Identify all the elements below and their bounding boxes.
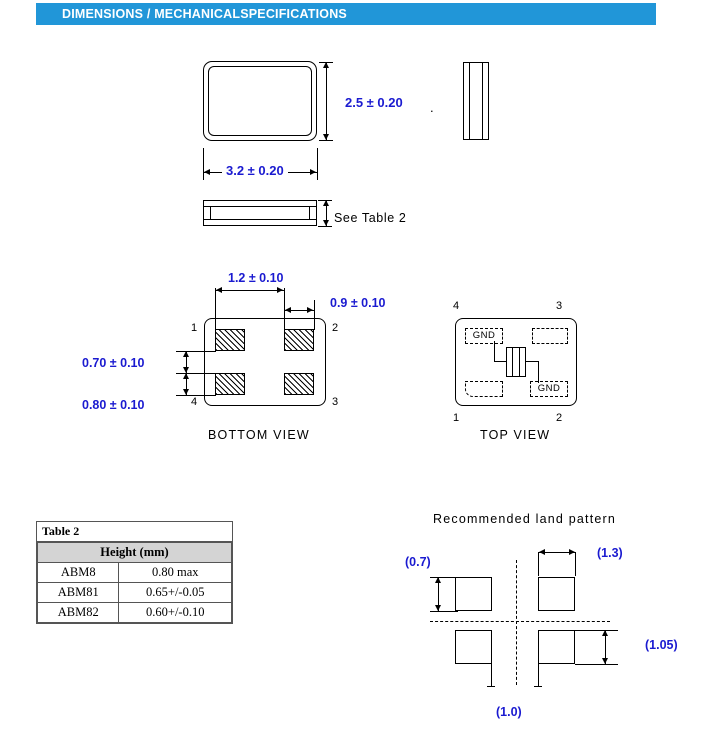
crystal-electrode <box>512 347 520 377</box>
land-pad-bottom-right <box>538 630 575 664</box>
arrow-left <box>539 549 545 555</box>
dim-pad-height: 0.80 ± 0.10 <box>82 398 145 412</box>
arrow-up <box>323 200 329 206</box>
top-pad-number-2: 2 <box>556 412 563 424</box>
dim-line-pitch <box>215 290 284 291</box>
ext-line-bottom <box>319 140 333 141</box>
front-line-right <box>309 206 310 220</box>
top-pad-number-3: 3 <box>556 300 563 312</box>
land-gap-tick-right <box>534 686 542 687</box>
dim-line-height <box>326 62 327 140</box>
pad-3 <box>284 373 314 395</box>
centerline-horizontal <box>430 621 610 622</box>
ext-line-right <box>317 148 318 180</box>
arrow-up <box>435 577 441 583</box>
dim-height-trailing-dot: . <box>430 100 434 115</box>
table-row <box>38 563 232 583</box>
package-side-view <box>463 62 489 140</box>
table-cell-height: 0.80 max <box>119 563 232 583</box>
centerline-vertical <box>516 560 517 685</box>
land-dim-pad-height: (1.05) <box>645 638 678 652</box>
land-pad-top-left <box>455 577 492 611</box>
table-2-title: Table 2 <box>37 522 232 542</box>
ext-line-left <box>203 148 204 180</box>
table-cell-height: 0.65+/-0.05 <box>119 583 232 603</box>
arrow-up <box>183 373 189 379</box>
arrow-right <box>307 307 313 313</box>
gnd-label-box-2: GND <box>530 381 568 397</box>
table-cell-part: ABM8 <box>38 563 119 583</box>
table-2-grid <box>37 542 232 623</box>
land-ext-width-bottom <box>430 611 458 612</box>
crystal-lead-left <box>494 361 507 362</box>
dim-width: 3.2 ± 0.20 <box>222 163 288 178</box>
pad-4 <box>215 373 245 395</box>
arrow-down <box>183 389 189 395</box>
package-front-view <box>203 200 317 226</box>
front-line-bottom <box>204 219 316 220</box>
dim-height: 2.5 ± 0.20 <box>345 95 403 110</box>
top-pad-number-1: 1 <box>453 412 460 424</box>
ext-line-padheight-bottom <box>176 395 216 396</box>
arrow-down <box>323 220 329 226</box>
section-header-bar <box>36 3 656 25</box>
crystal-lead-right <box>525 361 538 362</box>
table-2 <box>36 521 233 624</box>
crystal-lead-left-up <box>494 341 495 362</box>
pad-1 <box>215 329 245 351</box>
arrow-right <box>310 169 316 175</box>
arrow-left <box>285 307 291 313</box>
land-pattern-caption: Recommended land pattern <box>433 512 617 526</box>
front-line-top <box>204 206 316 207</box>
bottom-pad-number-4: 4 <box>191 396 198 408</box>
land-ext-pitch-right <box>575 552 576 576</box>
bottom-pad-number-3: 3 <box>332 396 339 408</box>
land-gap-tick-left <box>487 686 495 687</box>
pad-box-3 <box>532 328 568 344</box>
front-line-left <box>210 206 211 220</box>
thickness-note: See Table 2 <box>334 211 407 225</box>
arrow-down <box>602 658 608 664</box>
table-row <box>38 583 232 603</box>
land-ext-gap-left <box>491 664 492 686</box>
table-cell-part: ABM81 <box>38 583 119 603</box>
ext-line-padwidth-right <box>314 300 315 330</box>
arrow-down <box>323 134 329 140</box>
top-pad-number-4: 4 <box>453 300 460 312</box>
table-row <box>38 603 232 623</box>
side-inner-line-right <box>482 63 483 139</box>
land-ext-height-bottom <box>575 664 618 665</box>
bottom-pad-number-2: 2 <box>332 322 339 334</box>
table-cell-height: 0.60+/-0.10 <box>119 603 232 623</box>
pad-2 <box>284 329 314 351</box>
pad-box-1 <box>465 381 503 397</box>
land-ext-gap-right <box>538 664 539 686</box>
side-inner-line-left <box>469 63 470 139</box>
land-dim-pitch-x: (1.3) <box>597 546 623 560</box>
dim-pad-width: 0.9 ± 0.10 <box>330 296 386 310</box>
bottom-pad-number-1: 1 <box>191 322 198 334</box>
arrow-up <box>183 351 189 357</box>
dim-pad-pitch-x: 1.2 ± 0.10 <box>228 271 284 285</box>
bottom-view-outline <box>204 318 326 406</box>
arrow-down <box>435 605 441 611</box>
arrow-up <box>602 630 608 636</box>
table-cell-part: ABM82 <box>38 603 119 623</box>
package-top-outline <box>203 61 317 141</box>
bottom-view-caption: BOTTOM VIEW <box>208 428 310 442</box>
page-title: DIMENSIONS / MECHANICALSPECIFICATIONS <box>62 7 347 21</box>
land-pad-top-right <box>538 577 575 611</box>
thickness-ext-bottom <box>318 226 332 227</box>
ext-line-pitch-left <box>215 288 216 330</box>
gnd-label-box-4: GND <box>465 328 503 344</box>
land-dim-pad-width: (0.7) <box>405 555 431 569</box>
top-view-caption: TOP VIEW <box>480 428 551 442</box>
land-dim-pad-gap-y: (1.0) <box>496 705 522 719</box>
package-top-inner-outline <box>208 66 312 136</box>
land-ext-pitch-left <box>538 552 539 576</box>
table-header-height: Height (mm) <box>38 543 232 563</box>
table-header-row <box>38 543 232 563</box>
arrow-right <box>277 287 283 293</box>
arrow-left <box>216 287 222 293</box>
land-ext-height-top <box>575 630 618 631</box>
land-pad-bottom-left <box>455 630 492 664</box>
arrow-left <box>204 169 210 175</box>
crystal-lead-right-down <box>538 361 539 383</box>
top-view-outline <box>455 318 577 406</box>
dim-pad-gap-y: 0.70 ± 0.10 <box>82 356 145 370</box>
arrow-up <box>323 62 329 68</box>
